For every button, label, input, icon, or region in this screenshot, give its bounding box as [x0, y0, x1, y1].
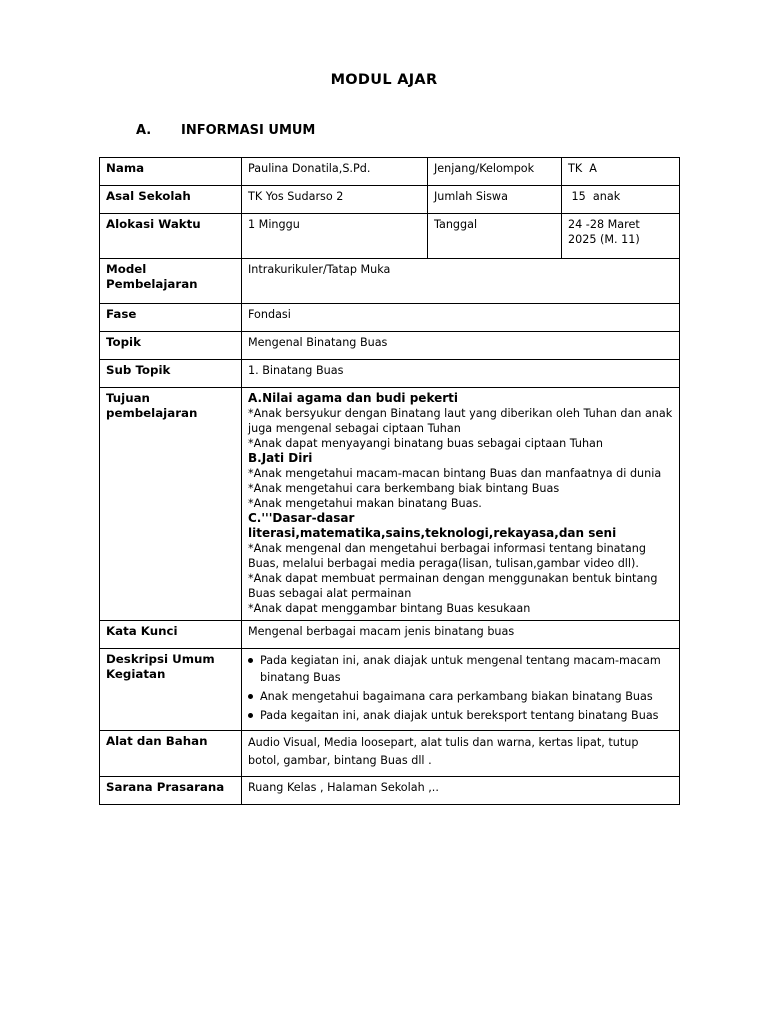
row-model-pembelajaran [100, 259, 680, 304]
value-topik: Mengenal Binatang Buas [242, 332, 680, 360]
label-tanggal: Tanggal [428, 214, 562, 259]
row-asal-sekolah [100, 186, 680, 214]
tujuan-heading-b: B.Jati Diri [248, 451, 313, 465]
label-kata-kunci: Kata Kunci [100, 621, 242, 649]
row-alat-bahan [100, 731, 680, 777]
deskripsi-list-item: Anak mengetahui bagaimana cara perkambang biakan binatang Buas [248, 688, 673, 705]
value-tujuan-pembelajaran [242, 388, 680, 621]
value-alokasi-waktu: 1 Minggu [242, 214, 428, 259]
tujuan-b-item: *Anak mengetahui cara berkembang biak bintang Buas [248, 482, 560, 495]
label-alat-bahan: Alat dan Bahan [100, 731, 242, 777]
label-tujuan-line-1: Tujuan [106, 391, 150, 405]
label-jenjang: Jenjang/Kelompok [428, 158, 562, 186]
document-title: MODUL AJAR [330, 72, 438, 88]
tanggal-line-2: 2025 (M. 11) [568, 233, 640, 246]
row-sarana-prasarana [100, 777, 680, 805]
label-alokasi-waktu: Alokasi Waktu [100, 214, 242, 259]
value-tanggal [562, 214, 680, 259]
tujuan-c-item: *Anak dapat membuat permainan dengan menggunakan bentuk bintang Buas sebagai alat permainan [248, 572, 658, 600]
label-tujuan-pembelajaran [100, 388, 242, 621]
row-alokasi-waktu [100, 214, 680, 259]
label-sarana-prasarana: Sarana Prasarana [100, 777, 242, 805]
label-sub-topik: Sub Topik [100, 360, 242, 388]
deskripsi-list [248, 652, 673, 724]
value-model-pembelajaran: Intrakurikuler/Tatap Muka [242, 259, 680, 304]
label-deskripsi-line-2: Kegiatan [106, 667, 166, 681]
section-letter: A. [136, 123, 152, 138]
label-deskripsi-kegiatan [100, 649, 242, 731]
tanggal-line-1: 24 -28 Maret [568, 218, 640, 231]
value-jenjang: TK A [562, 158, 680, 186]
label-nama: Nama [100, 158, 242, 186]
tujuan-heading-c: C.'''Dasar-dasar literasi,matematika,sains,teknologi,rekayasa,dan seni [248, 511, 617, 540]
tujuan-c-item: *Anak mengenal dan mengetahui berbagai informasi tentang binatang Buas, melalui berbagai media peraga(lisan, tulisan,gambar video dll). [248, 542, 646, 570]
value-asal-sekolah: TK Yos Sudarso 2 [242, 186, 428, 214]
label-tujuan-line-2: pembelajaran [106, 406, 198, 420]
value-sub-topik: 1. Binatang Buas [242, 360, 680, 388]
row-sub-topik [100, 360, 680, 388]
tujuan-a-item: *Anak dapat menyayangi binatang buas sebagai ciptaan Tuhan [248, 437, 603, 450]
value-fase: Fondasi [242, 304, 680, 332]
value-kata-kunci: Mengenal berbagai macam jenis binatang buas [242, 621, 680, 649]
row-deskripsi-kegiatan [100, 649, 680, 731]
label-model-pembelajaran [100, 259, 242, 304]
label-fase: Fase [100, 304, 242, 332]
row-topik [100, 332, 680, 360]
label-model-line-2: Pembelajaran [106, 277, 198, 291]
value-alat-bahan: Audio Visual, Media loosepart, alat tulis dan warna, kertas lipat, tutup botol, gambar, bintang Buas dll . [242, 731, 680, 777]
section-title: INFORMASI UMUM [181, 123, 316, 138]
label-jumlah-siswa: Jumlah Siswa [428, 186, 562, 214]
label-deskripsi-line-1: Deskripsi Umum [106, 652, 215, 666]
value-deskripsi-kegiatan [242, 649, 680, 731]
value-sarana-prasarana: Ruang Kelas , Halaman Sekolah ,.. [242, 777, 680, 805]
label-model-line-1: Model [106, 262, 147, 276]
tujuan-c-item: *Anak dapat menggambar bintang Buas kesukaan [248, 602, 531, 615]
tujuan-heading-a: A.Nilai agama dan budi pekerti [248, 391, 459, 405]
deskripsi-list-item: Pada kegaitan ini, anak diajak untuk bereksport tentang binatang Buas [248, 707, 673, 724]
tujuan-b-item: *Anak mengetahui makan binatang Buas. [248, 497, 482, 510]
row-nama [100, 158, 680, 186]
value-nama: Paulina Donatila,S.Pd. [242, 158, 428, 186]
row-kata-kunci [100, 621, 680, 649]
value-jumlah-siswa: 15 anak [562, 186, 680, 214]
label-topik: Topik [100, 332, 242, 360]
label-asal-sekolah: Asal Sekolah [100, 186, 242, 214]
info-table [99, 157, 680, 805]
row-fase [100, 304, 680, 332]
section-heading [136, 123, 315, 138]
tujuan-b-item: *Anak mengetahui macam-macan bintang Buas dan manfaatnya di dunia [248, 467, 662, 480]
tujuan-a-item: *Anak bersyukur dengan Binatang laut yang diberikan oleh Tuhan dan anak juga mengenal sebagai ciptaan Tuhan [248, 407, 673, 435]
row-tujuan-pembelajaran [100, 388, 680, 621]
deskripsi-list-item: Pada kegiatan ini, anak diajak untuk mengenal tentang macam-macam binatang Buas [248, 652, 673, 686]
